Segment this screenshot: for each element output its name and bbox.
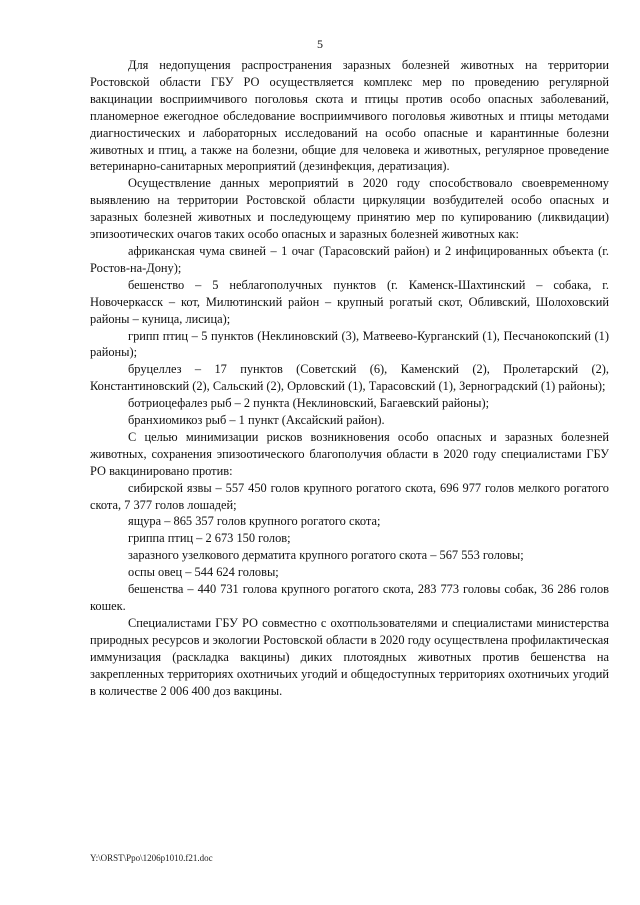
paragraph-vaccination-intro: С целью минимизации рисков возникновения особо опасных и заразных болезней животных, сохранения эпизоотического благополучия области в 2020 году специалистами ГБУ РО вакцинировано против: xyxy=(90,429,609,478)
list-item-avian-flu-outbreaks: грипп птиц – 5 пунктов (Неклиновский (3), Матвеево-Курганский (1), Песчанокопский (1) районы); xyxy=(90,328,609,360)
list-item-sheep-pox-vaccination: оспы овец – 544 624 головы; xyxy=(128,565,279,580)
list-item-asf: африканская чума свиней – 1 очаг (Тарасовский район) и 2 инфицированных объекта (г. Ростов-на-Дону); xyxy=(90,243,609,275)
list-item-anthrax-vaccination: сибирской язвы – 557 450 голов крупного рогатого скота, 696 977 голов мелкого рогатого скота, 7 377 голов лошадей; xyxy=(90,480,609,512)
paragraph-intro: Для недопущения распространения заразных болезней животных на территории Ростовской области ГБУ РО осуществляется комплекс мер по проведению регулярной вакцинации восприимчивого поголовья скота и птицы против особо опасных заболеваний, планомерное ежегодное обследование восприимчивого поголовья животных и птицы методами диагностических и лабораторных исследований на особо опасные и карантинные болезни животных и птиц, а также на болезни, общие для человека и животных, регулярное проведение ветеринарно-санитарных мероприятий (дезинфекция, дератизация). xyxy=(90,58,609,174)
list-item-branchiomycosis: бранхиомикоз рыб – 1 пункт (Аксайский район). xyxy=(128,413,385,428)
list-item-fmd-vaccination: ящура – 865 357 голов крупного рогатого скота; xyxy=(128,514,381,529)
list-item-brucellosis: бруцеллез – 17 пунктов (Советский (6), Каменский (2), Пролетарский (2), Константиновский (2), Сальский (2), Орловский (1), Тарасовский (1), Зерноградский (1) районы); xyxy=(90,362,609,394)
document-body xyxy=(90,57,609,699)
page-number: 5 xyxy=(317,37,323,51)
paragraph-wildlife-immunization: Специалистами ГБУ РО совместно с охотпользователями и специалистами министерства природных ресурсов и экологии Ростовской области в 2020 году осуществлена профилактическая иммунизация (раскладка вакцины) диких плотоядных животных против бешенства на закрепленных территориях охотничьих угодий и общедоступных территориях охотничьих угодий в количестве 2 006 400 доз вакцины. xyxy=(90,615,609,698)
list-item-avian-flu-vaccination: гриппа птиц – 2 673 150 голов; xyxy=(128,531,291,546)
list-item-rabies-vaccination: бешенства – 440 731 голова крупного рогатого скота, 283 773 головы собак, 36 286 голов кошек. xyxy=(90,582,609,613)
list-item-bothriocephalosis: ботриоцефалез рыб – 2 пункта (Неклиновский, Багаевский районы); xyxy=(128,396,490,411)
list-item-lumpy-skin-vaccination: заразного узелкового дерматита крупного рогатого скота – 567 553 головы; xyxy=(128,548,524,563)
list-item-rabies-outbreaks: бешенство – 5 неблагополучных пунктов (г. Каменск-Шахтинский – собака, г. Новочеркасск – кот, Милютинский район – крупный рогатый скот, Обливский, Шолоховский районы – куница, лисица); xyxy=(90,277,609,326)
footer-file-path: Y:\ORST\Ppo\1206p1010.f21.doc xyxy=(90,853,213,863)
paragraph-results-2020: Осуществление данных мероприятий в 2020 году способствовало своевременному выявлению на территории Ростовской области циркуляции возбудителей особо опасных и заразных болезней животных и последующему принятию мер по купированию (ликвидации) эпизоотических очагов таких особо опасных и заразных болезней животных как: xyxy=(90,176,609,242)
